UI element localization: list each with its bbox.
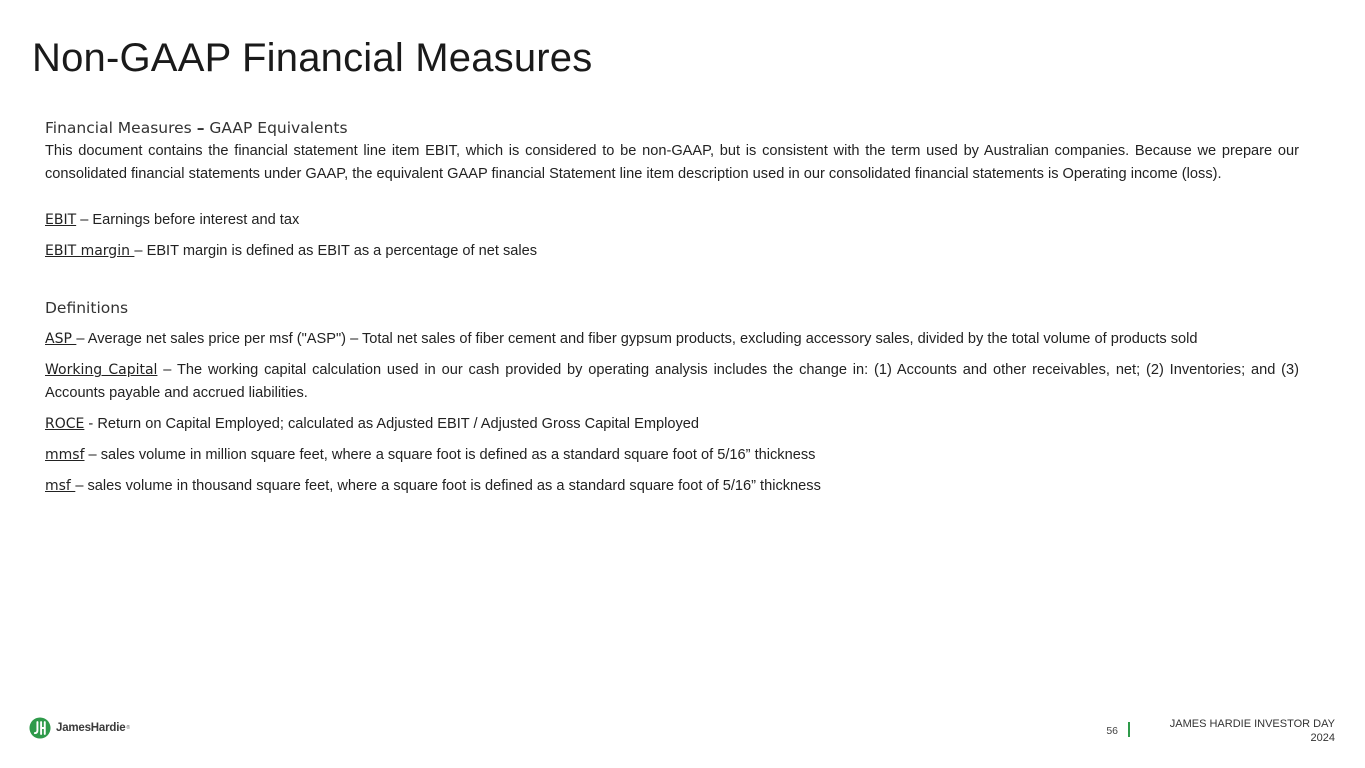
term-line-ebit-margin [45, 240, 1299, 263]
term-line-asp [45, 328, 1299, 351]
term-mmsf: mmsf [45, 446, 85, 463]
definition-ebit: – Earnings before interest and tax [76, 212, 300, 228]
definition-asp: – Average net sales price per msf ("ASP") – Total net sales of fiber cement and fiber gypsum products, excluding accessory sales, divided by the total volume of products sold [76, 331, 1198, 347]
james-hardie-logo-icon [29, 717, 51, 739]
gaap-equivalents-heading [45, 116, 1299, 140]
term-line-ebit [45, 209, 1299, 232]
event-label [1115, 718, 1335, 745]
definitions-heading: Definitions [45, 298, 129, 317]
term-working-capital: Working Capital [45, 362, 158, 378]
term-ebit-margin: EBIT margin [45, 243, 135, 259]
term-msf: msf [45, 477, 76, 494]
event-label-line2: 2024 [1310, 731, 1335, 744]
term-ebit: EBIT [45, 212, 77, 228]
term-roce: ROCE [45, 415, 85, 432]
gaap-heading-prefix: Financial Measures [45, 119, 197, 137]
gaap-heading-suffix: GAAP Equivalents [204, 119, 348, 137]
registered-mark: ® [126, 725, 131, 731]
term-line-working-capital [45, 359, 1299, 404]
definition-roce: - Return on Capital Employed; calculated as Adjusted EBIT / Adjusted Gross Capital Employed [84, 415, 699, 432]
company-logo-text: JamesHardie [56, 722, 126, 734]
definition-mmsf: – sales volume in million square feet, where a square foot is defined as a standard square foot of 5/16” thickness [84, 446, 816, 463]
definition-msf: – sales volume in thousand square feet, where a square foot is defined as a standard square foot of 5/16” thickness [75, 477, 821, 494]
term-line-mmsf [45, 444, 1299, 467]
term-line-msf [45, 475, 1299, 498]
gaap-heading-dash: – [196, 119, 205, 137]
definition-ebit-margin: – EBIT margin is defined as EBIT as a percentage of net sales [134, 243, 538, 259]
slide-title: Non-GAAP Financial Measures [32, 36, 593, 80]
definition-working-capital: – The working capital calculation used in our cash provided by operating analysis includes the change in: (1) Accounts and other receivables, net; (2) Inventories; and (3) Accounts payable and accrued liabilities. [45, 362, 1299, 401]
term-asp: ASP [45, 331, 77, 347]
gaap-equivalents-body: This document contains the financial statement line item EBIT, which is considered to be non-GAAP, but is consistent with the term used by Australian companies. Because we prepare our consolidated financial statements under GAAP, the equivalent GAAP financial Statement line item description used in our consolidated financial statements is Operating income (loss). [45, 143, 1299, 182]
slide-content [45, 116, 1299, 497]
page-number: 56 [1106, 725, 1118, 737]
event-label-line1: JAMES HARDIE INVESTOR DAY [1169, 718, 1335, 730]
company-logo [29, 716, 130, 740]
term-line-roce [45, 413, 1299, 436]
